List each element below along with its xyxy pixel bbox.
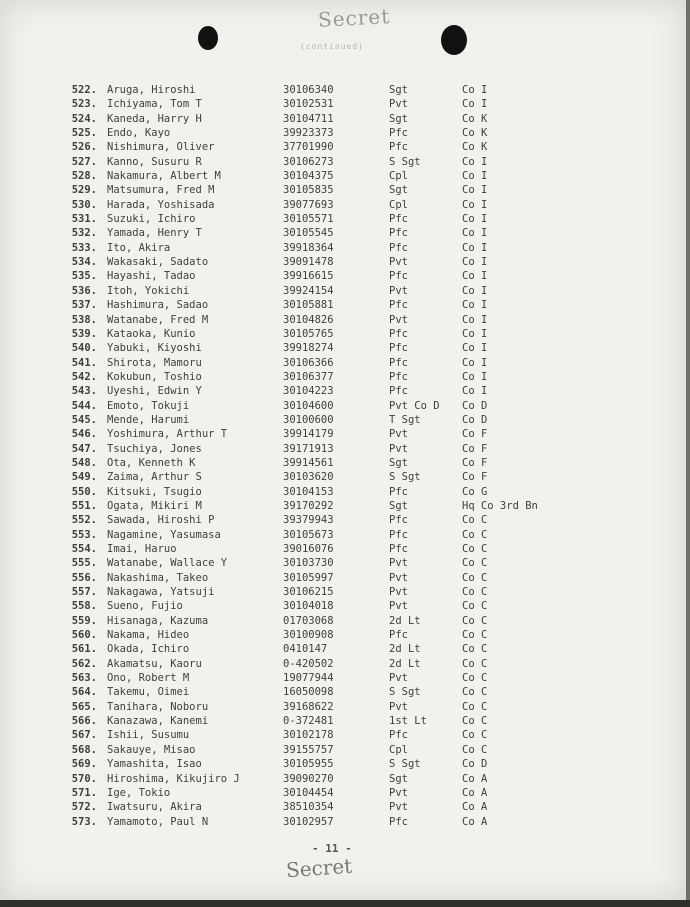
- rank: Pfc: [389, 370, 408, 383]
- rank: Pfc: [389, 327, 408, 340]
- soldier-name: Tsuchiya, Jones: [107, 442, 202, 455]
- rank: Pfc: [389, 385, 408, 398]
- rank: Pfc: [389, 356, 408, 369]
- rank: Pfc: [389, 342, 408, 355]
- soldier-name: Yamada, Henry T: [107, 227, 202, 240]
- serial-number: 39090270: [283, 772, 334, 785]
- entry-number: 543.: [71, 385, 97, 398]
- serial-number: 30100600: [283, 413, 334, 426]
- entry-number: 552.: [71, 514, 97, 527]
- soldier-name: Nagamine, Yasumasa: [107, 528, 221, 541]
- soldier-name: Zaima, Arthur S: [107, 471, 202, 484]
- rank: 1st Lt: [389, 715, 427, 728]
- entry-number: 557.: [71, 586, 97, 599]
- soldier-name: Nishimura, Oliver: [107, 141, 215, 154]
- unit: Co I: [462, 370, 488, 383]
- serial-number: 39016076: [283, 543, 334, 555]
- entry-number: 555.: [71, 557, 97, 570]
- unit: Co A: [462, 815, 488, 828]
- serial-number: 30106377: [283, 370, 334, 383]
- unit: Co C: [462, 557, 488, 570]
- unit: Co F: [462, 428, 488, 441]
- rank: Pfc: [389, 270, 408, 283]
- rank: Pfc: [389, 528, 408, 541]
- entry-number: 566.: [71, 715, 97, 728]
- serial-number: 39171913: [283, 442, 334, 455]
- unit: Co I: [462, 170, 488, 183]
- serial-number: 30106340: [283, 84, 334, 96]
- entry-number: 569.: [71, 758, 97, 771]
- entry-number: 554.: [71, 543, 97, 555]
- entry-number: 530.: [71, 198, 97, 211]
- serial-number: 30103620: [283, 471, 334, 484]
- rank: Pvt: [389, 256, 408, 269]
- soldier-name: Nakagawa, Yatsuji: [107, 586, 215, 599]
- entry-number: 568.: [71, 743, 97, 756]
- serial-number: 39091478: [283, 256, 334, 269]
- rank: Cpl: [389, 198, 408, 211]
- entry-number: 522.: [71, 84, 97, 96]
- entry-number: 567.: [71, 729, 97, 742]
- soldier-name: Iwatsuru, Akira: [107, 801, 202, 814]
- rank: Pvt: [389, 700, 408, 713]
- serial-number: 30104375: [283, 170, 334, 183]
- entry-number: 529.: [71, 184, 97, 197]
- rank: Pvt: [389, 586, 408, 599]
- soldier-name: Kitsuki, Tsugio: [107, 485, 202, 498]
- soldier-name: Ito, Akira: [107, 241, 171, 254]
- serial-number: 30106366: [283, 356, 334, 369]
- rank: 2d Lt: [389, 614, 421, 627]
- soldier-name: Emoto, Tokuji: [107, 399, 190, 412]
- entry-number: 556.: [71, 571, 97, 584]
- rank: Pfc: [389, 213, 408, 226]
- soldier-name: Hiroshima, Kikujiro J: [107, 772, 240, 785]
- soldier-name: Sawada, Hiroshi P: [107, 514, 215, 527]
- unit: Co I: [462, 284, 488, 297]
- serial-number: 01703068: [283, 614, 334, 627]
- serial-number: 30100908: [283, 629, 334, 642]
- unit: Co I: [462, 198, 488, 211]
- rank: Pfc: [389, 485, 408, 498]
- soldier-name: Kanazawa, Kanemi: [107, 715, 209, 728]
- scan-edge-right: [686, 0, 690, 907]
- soldier-name: Suzuki, Ichiro: [107, 213, 196, 226]
- serial-number: 30102957: [283, 815, 334, 828]
- entry-number: 542.: [71, 370, 97, 383]
- unit: Co I: [462, 342, 488, 355]
- soldier-name: Nakamura, Albert M: [107, 170, 221, 183]
- entry-number: 524.: [71, 112, 97, 125]
- rank: Sgt: [389, 772, 408, 785]
- soldier-name: Yabuki, Kiyoshi: [107, 342, 202, 355]
- soldier-name: Shirota, Mamoru: [107, 356, 202, 369]
- serial-number: 39918274: [283, 342, 334, 355]
- serial-number: 39916615: [283, 270, 334, 283]
- soldier-name: Ota, Kenneth K: [107, 456, 196, 469]
- serial-number: 30105997: [283, 571, 334, 584]
- rank: Pfc: [389, 299, 408, 312]
- soldier-name: Yoshimura, Arthur T: [107, 428, 228, 441]
- entry-number: 536.: [71, 284, 97, 297]
- soldier-name: Ono, Robert M: [107, 672, 190, 685]
- serial-number: 39170292: [283, 499, 334, 512]
- soldier-name: Matsumura, Fred M: [107, 184, 215, 197]
- serial-number: 30105955: [283, 758, 334, 771]
- unit: Hq Co 3rd Bn: [462, 499, 538, 512]
- rank: Pfc: [389, 543, 408, 555]
- entry-number: 537.: [71, 299, 97, 312]
- rank: 2d Lt: [389, 643, 421, 656]
- serial-number: 39379943: [283, 514, 334, 527]
- serial-number: 39914561: [283, 456, 334, 469]
- serial-number: 30105765: [283, 327, 334, 340]
- rank: Pfc: [389, 729, 408, 742]
- soldier-name: Hisanaga, Kazuma: [107, 614, 209, 627]
- entry-number: 527.: [71, 155, 97, 168]
- unit: Co I: [462, 98, 488, 111]
- soldier-name: Hashimura, Sadao: [107, 299, 209, 312]
- soldier-name: Tanihara, Noboru: [107, 700, 209, 713]
- unit: Co A: [462, 772, 488, 785]
- entry-number: 559.: [71, 614, 97, 627]
- soldier-name: Yamamoto, Paul N: [107, 815, 209, 828]
- entry-number: 572.: [71, 801, 97, 814]
- serial-number: 30104826: [283, 313, 334, 326]
- unit: Co A: [462, 801, 488, 814]
- rank: Pvt: [389, 428, 408, 441]
- serial-number: 39914179: [283, 428, 334, 441]
- secret-stamp-top: Secret: [317, 4, 391, 32]
- rank: Pvt: [389, 571, 408, 584]
- serial-number: 30104711: [283, 112, 334, 125]
- entry-number: 547.: [71, 442, 97, 455]
- entry-number: 546.: [71, 428, 97, 441]
- soldier-name: Uyeshi, Edwin Y: [107, 385, 202, 398]
- rank: Pfc: [389, 514, 408, 527]
- soldier-name: Ichiyama, Tom T: [107, 98, 202, 111]
- entry-number: 523.: [71, 98, 97, 111]
- entry-number: 535.: [71, 270, 97, 283]
- unit: Co C: [462, 514, 488, 527]
- unit: Co I: [462, 184, 488, 197]
- rank: S Sgt: [389, 686, 421, 699]
- soldier-name: Endo, Kayo: [107, 127, 171, 140]
- punch-hole-icon: [198, 26, 218, 50]
- entry-number: 544.: [71, 399, 97, 412]
- unit: Co I: [462, 299, 488, 312]
- soldier-name: Imai, Haruo: [107, 543, 177, 555]
- unit: Co I: [462, 155, 488, 168]
- serial-number: 0-372481: [283, 715, 334, 728]
- serial-number: 30105571: [283, 213, 334, 226]
- soldier-name: Sueno, Fujio: [107, 600, 183, 613]
- rank: Pfc: [389, 227, 408, 240]
- rank: Sgt: [389, 184, 408, 197]
- unit: Co C: [462, 657, 488, 670]
- soldier-name: Ogata, Mikiri M: [107, 499, 202, 512]
- unit: Co D: [462, 758, 488, 771]
- rank: Sgt: [389, 456, 408, 469]
- rank: Pvt: [389, 284, 408, 297]
- unit: Co C: [462, 643, 488, 656]
- entry-number: 560.: [71, 629, 97, 642]
- serial-number: 38510354: [283, 801, 334, 814]
- serial-number: 30104600: [283, 399, 334, 412]
- soldier-name: Watanabe, Fred M: [107, 313, 209, 326]
- entry-number: 570.: [71, 772, 97, 785]
- rank: S Sgt: [389, 471, 421, 484]
- unit: Co D: [462, 413, 488, 426]
- entry-number: 541.: [71, 356, 97, 369]
- unit: Co I: [462, 241, 488, 254]
- serial-number: 30105835: [283, 184, 334, 197]
- soldier-name: Akamatsu, Kaoru: [107, 657, 202, 670]
- entry-number: 550.: [71, 485, 97, 498]
- soldier-name: Kokubun, Toshio: [107, 370, 202, 383]
- rank: Pvt: [389, 786, 408, 799]
- soldier-name: Kataoka, Kunio: [107, 327, 196, 340]
- serial-number: 30106215: [283, 586, 334, 599]
- soldier-name: Okada, Ichiro: [107, 643, 190, 656]
- unit: Co C: [462, 629, 488, 642]
- serial-number: 30105881: [283, 299, 334, 312]
- rank: Cpl: [389, 743, 408, 756]
- unit: Co G: [462, 485, 488, 498]
- rank: Pvt Co D: [389, 399, 440, 412]
- unit: Co I: [462, 327, 488, 340]
- entry-number: 528.: [71, 170, 97, 183]
- serial-number: 37701990: [283, 141, 334, 154]
- unit: Co C: [462, 672, 488, 685]
- rank: Sgt: [389, 112, 408, 125]
- unit: Co I: [462, 313, 488, 326]
- unit: Co I: [462, 227, 488, 240]
- rank: Pfc: [389, 241, 408, 254]
- serial-number: 30103730: [283, 557, 334, 570]
- unit: Co I: [462, 213, 488, 226]
- entry-number: 563.: [71, 672, 97, 685]
- serial-number: 30104454: [283, 786, 334, 799]
- entry-number: 531.: [71, 213, 97, 226]
- unit: Co F: [462, 456, 488, 469]
- unit: Co K: [462, 112, 488, 125]
- entry-number: 538.: [71, 313, 97, 326]
- unit: Co C: [462, 686, 488, 699]
- entry-number: 534.: [71, 256, 97, 269]
- entry-number: 548.: [71, 456, 97, 469]
- rank: Pfc: [389, 127, 408, 140]
- unit: Co F: [462, 471, 488, 484]
- rank: Cpl: [389, 170, 408, 183]
- serial-number: 0-420502: [283, 657, 334, 670]
- rank: T Sgt: [389, 413, 421, 426]
- serial-number: 39924154: [283, 284, 334, 297]
- rank: Sgt: [389, 499, 408, 512]
- soldier-name: Ige, Tokio: [107, 786, 171, 799]
- soldier-name: Itoh, Yokichi: [107, 284, 190, 297]
- serial-number: 30104223: [283, 385, 334, 398]
- serial-number: 39168622: [283, 700, 334, 713]
- rank: Pvt: [389, 801, 408, 814]
- serial-number: 30105673: [283, 528, 334, 541]
- entry-number: 564.: [71, 686, 97, 699]
- unit: Co I: [462, 385, 488, 398]
- unit: Co C: [462, 586, 488, 599]
- soldier-name: Kaneda, Harry H: [107, 112, 202, 125]
- rank: Pfc: [389, 815, 408, 828]
- serial-number: 39077693: [283, 198, 334, 211]
- rank: Pvt: [389, 557, 408, 570]
- unit: Co I: [462, 356, 488, 369]
- unit: Co I: [462, 270, 488, 283]
- serial-number: 39918364: [283, 241, 334, 254]
- entry-number: 551.: [71, 499, 97, 512]
- unit: Co C: [462, 729, 488, 742]
- entry-number: 539.: [71, 327, 97, 340]
- rank: Pfc: [389, 629, 408, 642]
- unit: Co C: [462, 543, 488, 555]
- soldier-name: Kanno, Susuru R: [107, 155, 202, 168]
- unit: Co C: [462, 528, 488, 541]
- entry-number: 565.: [71, 700, 97, 713]
- rank: Pfc: [389, 141, 408, 154]
- entry-number: 571.: [71, 786, 97, 799]
- soldier-name: Takemu, Oimei: [107, 686, 190, 699]
- entry-number: 562.: [71, 657, 97, 670]
- entry-number: 525.: [71, 127, 97, 140]
- rank: Pvt: [389, 600, 408, 613]
- soldier-name: Wakasaki, Sadato: [107, 256, 209, 269]
- entry-number: 558.: [71, 600, 97, 613]
- soldier-name: Nakashima, Takeo: [107, 571, 209, 584]
- unit: Co K: [462, 127, 488, 140]
- soldier-name: Aruga, Hiroshi: [107, 84, 196, 96]
- page-number: - 11 -: [312, 842, 352, 855]
- unit: Co F: [462, 442, 488, 455]
- entry-number: 561.: [71, 643, 97, 656]
- entry-number: 540.: [71, 342, 97, 355]
- soldier-name: Nakama, Hideo: [107, 629, 190, 642]
- unit: Co K: [462, 141, 488, 154]
- scan-edge-bottom: [0, 900, 690, 907]
- soldier-name: Mende, Harumi: [107, 413, 190, 426]
- entry-number: 545.: [71, 413, 97, 426]
- serial-number: 30102178: [283, 729, 334, 742]
- rank: Pvt: [389, 672, 408, 685]
- entry-number: 549.: [71, 471, 97, 484]
- unit: Co C: [462, 715, 488, 728]
- entry-number: 573.: [71, 815, 97, 828]
- rank: Pvt: [389, 313, 408, 326]
- unit: Co C: [462, 600, 488, 613]
- serial-number: 30105545: [283, 227, 334, 240]
- rank: Sgt: [389, 84, 408, 96]
- unit: Co C: [462, 571, 488, 584]
- rank: Pvt: [389, 98, 408, 111]
- soldier-name: Watanabe, Wallace Y: [107, 557, 228, 570]
- serial-number: 30104018: [283, 600, 334, 613]
- unit: Co I: [462, 256, 488, 269]
- soldier-name: Hayashi, Tadao: [107, 270, 196, 283]
- entry-number: 532.: [71, 227, 97, 240]
- unit: Co I: [462, 84, 488, 96]
- soldier-name: Yamashita, Isao: [107, 758, 202, 771]
- serial-number: 39155757: [283, 743, 334, 756]
- serial-number: 30102531: [283, 98, 334, 111]
- serial-number: 0410147: [283, 643, 328, 656]
- entry-number: 526.: [71, 141, 97, 154]
- unit: Co C: [462, 700, 488, 713]
- rank: Pvt: [389, 442, 408, 455]
- unit: Co A: [462, 786, 488, 799]
- serial-number: 19077944: [283, 672, 334, 685]
- serial-number: 30106273: [283, 155, 334, 168]
- unit: Co C: [462, 614, 488, 627]
- rank: 2d Lt: [389, 657, 421, 670]
- unit: Co D: [462, 399, 488, 412]
- serial-number: 30104153: [283, 485, 334, 498]
- soldier-name: Harada, Yoshisada: [107, 198, 215, 211]
- soldier-name: Ishii, Susumu: [107, 729, 190, 742]
- serial-number: 16050098: [283, 686, 334, 699]
- rank: S Sgt: [389, 155, 421, 168]
- rank: S Sgt: [389, 758, 421, 771]
- entry-number: 553.: [71, 528, 97, 541]
- entry-number: 533.: [71, 241, 97, 254]
- secret-stamp-bottom: Secret: [285, 853, 353, 883]
- serial-number: 39923373: [283, 127, 334, 140]
- punch-hole-icon: [441, 25, 467, 55]
- soldier-name: Sakauye, Misao: [107, 743, 196, 756]
- unit: Co C: [462, 743, 488, 756]
- faded-header-text: (continued): [300, 42, 364, 51]
